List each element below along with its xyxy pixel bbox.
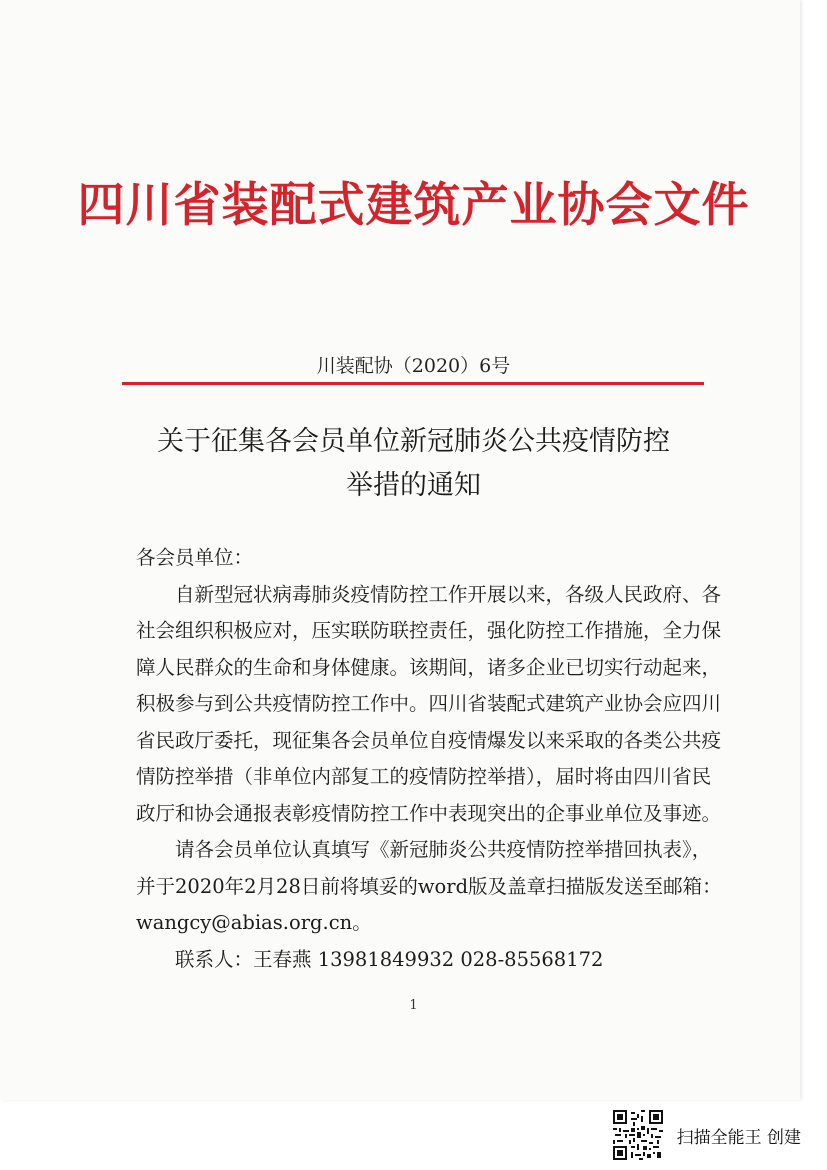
watermark-text: 扫描全能王 创建	[676, 1127, 801, 1148]
body-paragraph-2: 请各会员单位认真填写《新冠肺炎公共疫情防控举措回执表》，并于2020年2月28日前将填妥的word版及盖章扫描版发送至邮箱：wangcy@abias.org.cn。	[136, 838, 722, 934]
org-title: 四川省装配式建筑产业协会文件	[77, 178, 750, 233]
qr-code-icon	[613, 1110, 663, 1160]
red-divider	[122, 382, 704, 385]
contact-line: 联系人：王春燕 13981849932 028-85568172	[175, 947, 604, 971]
notice-title	[0, 420, 827, 508]
doc-number: 川装配协（2020）6号	[316, 355, 511, 377]
body-paragraph-1: 自新型冠状病毒肺炎疫情防控工作开展以来，各级人民政府、各社会组织积极应对，压实联防联控责任，强化防控工作措施，全力保障人民群众的生命和身体健康。该期间，诸多企业已切实行动起来，积极参与到公共疫情防控工作中。四川省装配式建筑产业协会应四川省民政厅委托，现征集各会员单位自疫情爆发以来采取的各类公共疫情防控举措（非单位内部复工的疫情防控举措），届时将由四川省民政厅和协会通报表彰疫情防控工作中表现突出的企事业单位及事迹。	[136, 582, 722, 825]
notice-body	[136, 540, 726, 978]
notice-title-line-2: 举措的通知	[346, 470, 481, 501]
notice-title-line-1: 关于征集各会员单位新冠肺炎公共疫情防控	[157, 426, 670, 457]
page-number: 1	[409, 998, 418, 1013]
scanner-watermark	[613, 1100, 801, 1170]
salutation: 各会员单位：	[136, 546, 254, 569]
